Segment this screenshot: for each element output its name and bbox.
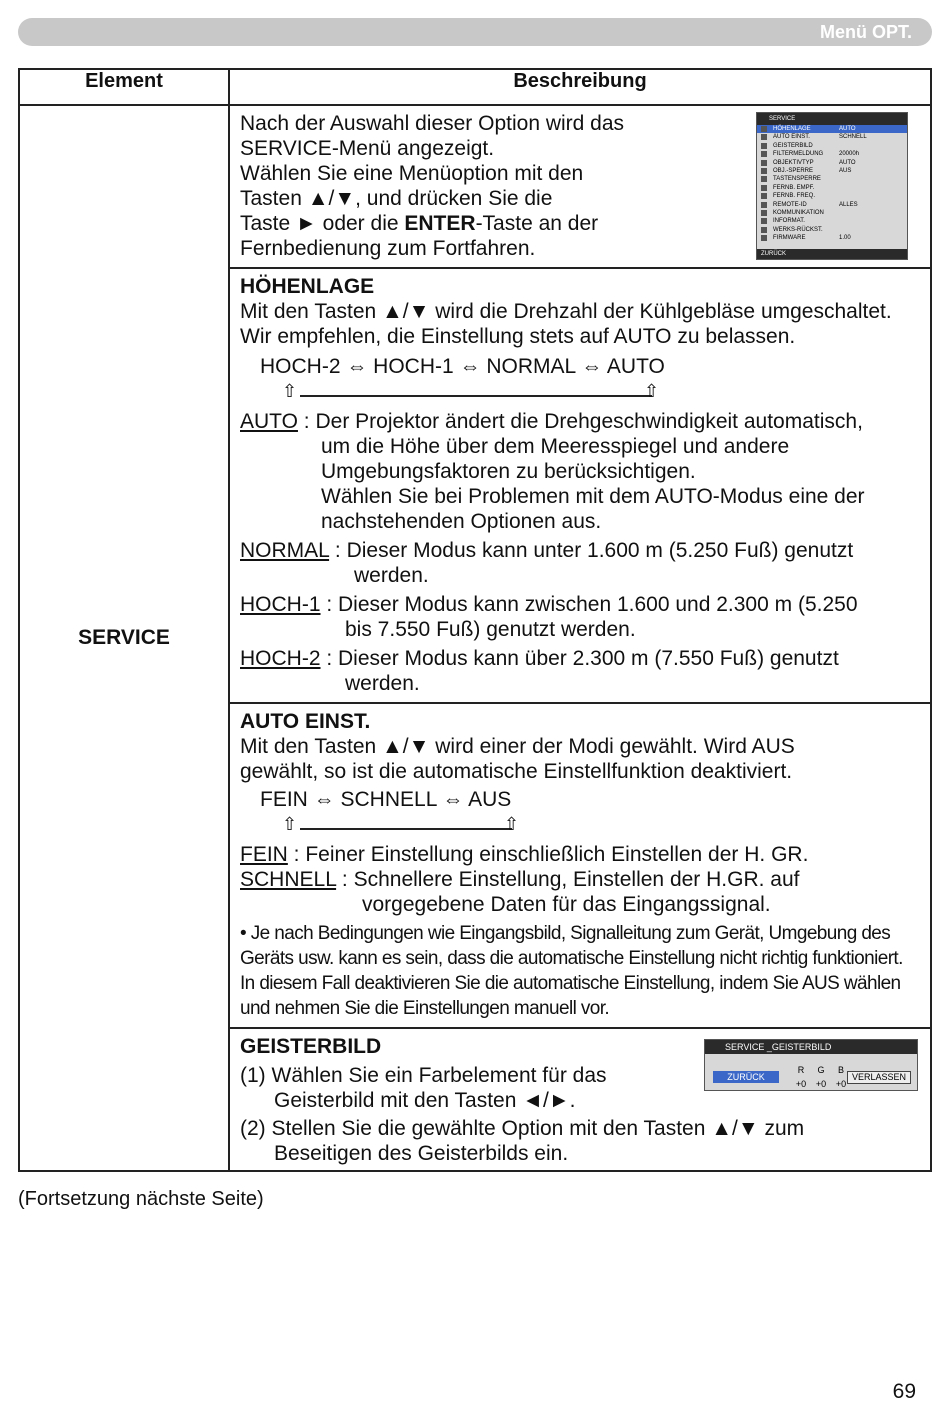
menu-item-value: SCHNELL (839, 134, 867, 141)
enter-key-label: ENTER (404, 212, 476, 235)
service-menu-item (757, 159, 907, 167)
menu-item-label: OBJ.-SPERRE (773, 167, 814, 174)
autoeinst-heading: AUTO EINST. (240, 710, 371, 733)
menu-table (18, 68, 932, 1172)
step-text: Geisterbild mit den Tasten ◄/►. (274, 1089, 576, 1112)
intro-text-part: Taste ► oder die (240, 212, 405, 235)
arrow-up-icon: ⇧ (282, 814, 298, 834)
option-key: HOCH-2 (240, 647, 321, 670)
geisterbild-screenshot (704, 1039, 918, 1091)
option-normal (240, 538, 920, 588)
continued-note: (Fortsetzung nächste Seite) (18, 1188, 264, 1210)
autoeinst-cycle: FEIN ⇔ SCHNELL ⇔ AUS (260, 788, 512, 811)
service-menu-item (757, 217, 907, 225)
menu-item-label: OBJEKTIVTYP (773, 159, 814, 166)
menu-item-value: 20000h (839, 151, 860, 158)
option-text: : Der Projektor ändert die Drehgeschwindigkeit automatisch, (297, 410, 863, 433)
arrow-line (300, 395, 652, 397)
menu-item-label: REMOTE-ID (773, 201, 807, 208)
service-menu-item (757, 125, 907, 133)
option-text: werden. (345, 672, 420, 695)
intro-line: Nach der Auswahl dieser Option wird das (240, 112, 625, 135)
menu-item-value: ALLES (839, 201, 858, 208)
g-label: G (817, 1065, 825, 1075)
hoehenlage-cycle: HOCH-2 ⇔ HOCH-1 ⇔ NORMAL ⇔ AUTO (260, 355, 665, 378)
arrow-up-icon: ⇧ (282, 381, 298, 401)
service-menu-item (757, 234, 907, 242)
option-key: AUTO (240, 410, 298, 433)
g-value: +0 (815, 1079, 827, 1089)
menu-item-icon (761, 218, 767, 224)
menu-item-value: AUS (839, 167, 852, 174)
autoeinst-text: Mit den Tasten ▲/▼ wird einer der Modi gewählt. Wird AUS (240, 735, 795, 758)
menu-item-label: INFORMAT. (773, 218, 805, 225)
service-menu-item (757, 192, 907, 200)
menu-item-label: AUTO EINST. (773, 134, 810, 141)
r-label: R (797, 1065, 805, 1075)
menu-item-label: FERNB. FREQ. (773, 193, 816, 200)
option-text: werden. (354, 564, 429, 587)
cycle-return-arrow (282, 379, 920, 401)
menu-item-value: AUTO (839, 159, 856, 166)
geisterbild-heading: GEISTERBILD (240, 1035, 382, 1058)
step-text: (2) Stellen Sie die gewählte Option mit den Tasten ▲/▼ zum (240, 1117, 805, 1140)
menu-item-icon (761, 210, 767, 216)
header-bar (18, 18, 932, 46)
arrow-up-icon: ⇧ (504, 814, 520, 834)
arrow-line (300, 828, 512, 830)
autoeinst-cell (229, 703, 931, 1028)
menu-item-label: HÖHENLAGE (773, 126, 811, 132)
col-description-header: Beschreibung (229, 69, 931, 105)
page-title: Menü OPT. (819, 22, 912, 42)
element-name: SERVICE (19, 105, 229, 1171)
intro-line: Tasten ▲/▼, und drücken Sie die (240, 187, 553, 210)
option-key: FEIN (240, 843, 288, 866)
option-text: : Dieser Modus kann unter 1.600 m (5.250 Fuß) genutzt (329, 539, 854, 562)
option-hoch1 (240, 592, 920, 642)
option-schnell (240, 867, 920, 917)
option-text: Wählen Sie bei Problemen mit dem AUTO-Modus eine der (321, 485, 865, 508)
option-hoch2 (240, 646, 920, 696)
page-number: 69 (892, 1380, 916, 1403)
back-button: ZURÜCK (713, 1071, 779, 1083)
menu-item-label: GEISTERBILD (773, 142, 813, 149)
menu-item-icon (761, 126, 767, 132)
option-text: bis 7.550 Fuß) genutzt werden. (345, 618, 636, 641)
step-text: (1) Wählen Sie ein Farbelement für das (240, 1064, 607, 1087)
hoehenlage-text: Wir empfehlen, die Einstellung stets auf AUTO zu belassen. (240, 325, 796, 348)
geisterbild-dialog-title: SERVICE _GEISTERBILD (705, 1040, 917, 1054)
option-text: Umgebungsfaktoren zu berücksichtigen. (321, 460, 696, 483)
menu-item-label: KOMMUNIKATION (773, 209, 824, 216)
intro-text-part: -Taste an der (475, 212, 599, 235)
option-text: nachstehenden Optionen aus. (321, 510, 602, 533)
service-menu-footer: ZURÜCK (757, 249, 907, 259)
option-text: vorgegebene Daten für das Eingangssignal. (362, 893, 771, 916)
hoehenlage-cell (229, 268, 931, 703)
intro-line: SERVICE-Menü angezeigt. (240, 137, 495, 160)
cycle-return-arrow (282, 812, 920, 834)
service-menu-screenshot (756, 112, 908, 260)
option-text: : Schnellere Einstellung, Einstellen der H.GR. auf (336, 868, 800, 891)
option-text: : Dieser Modus kann über 2.300 m (7.550 Fuß) genutzt (320, 647, 839, 670)
rgb-values (791, 1072, 851, 1097)
menu-item-icon (761, 151, 767, 157)
autoeinst-text: gewählt, so ist die automatische Einstellfunktion deaktiviert. (240, 760, 793, 783)
menu-item-icon (761, 227, 767, 233)
menu-item-icon (761, 143, 767, 149)
option-key: NORMAL (240, 539, 330, 562)
menu-item-icon (761, 160, 767, 166)
col-element-header: Element (19, 69, 229, 105)
menu-item-label: WERKS-RÜCKST. (773, 226, 823, 233)
service-menu-title: SERVICE (757, 113, 907, 125)
intro-line: Wählen Sie eine Menüoption mit den (240, 162, 584, 185)
service-menu-item (757, 184, 907, 192)
menu-item-value: 1.00 (839, 235, 851, 242)
autoeinst-note: • Je nach Bedingungen wie Eingangsbild, Signalleitung zum Gerät, Umgebung des Geräts usw. kann es sein, dass die automatische Einstellung nicht richtig funktioniert. In diesem Fall deaktivieren Sie die automatische Einstellung, indem Sie AUS wählen und nehmen Sie die Einstellungen manuell vor. (240, 923, 903, 1019)
service-menu-list (757, 125, 907, 242)
r-value: +0 (795, 1079, 807, 1089)
option-key: SCHNELL (240, 868, 337, 891)
menu-item-label: FERNB. EMPF. (773, 184, 815, 191)
menu-item-value: AUTO (839, 126, 856, 132)
menu-item-icon (761, 168, 767, 174)
option-text: : Dieser Modus kann zwischen 1.600 und 2.300 m (5.250 (320, 593, 858, 616)
service-menu-item (757, 150, 907, 158)
option-auto (240, 409, 920, 534)
option-text: : Feiner Einstellung einschließlich Einstellen der H. GR. (287, 843, 809, 866)
arrow-up-icon: ⇧ (644, 381, 660, 401)
menu-item-icon (761, 193, 767, 199)
service-menu-item (757, 226, 907, 234)
b-value: +0 (835, 1079, 847, 1089)
step-text: Beseitigen des Geisterbilds ein. (274, 1142, 569, 1165)
menu-item-icon (761, 202, 767, 208)
option-key: HOCH-1 (240, 593, 321, 616)
table-header-row (19, 69, 931, 105)
service-menu-item (757, 201, 907, 209)
b-label: B (837, 1065, 844, 1075)
menu-item-icon (761, 134, 767, 140)
option-text: um die Höhe über dem Meeresspiegel und andere (321, 435, 790, 458)
service-menu-item (757, 175, 907, 183)
hoehenlage-text: Mit den Tasten ▲/▼ wird die Drehzahl der Kühlgebläse umgeschaltet. (240, 300, 892, 323)
service-menu-item (757, 133, 907, 141)
geisterbild-cell (229, 1028, 931, 1171)
menu-item-label: FILTERMELDUNG (773, 151, 824, 158)
menu-item-icon (761, 176, 767, 182)
hoehenlage-heading: HÖHENLAGE (240, 275, 375, 298)
option-fein (240, 842, 920, 867)
menu-item-label: FIRMWARE (773, 235, 806, 242)
exit-button: VERLASSEN (847, 1071, 911, 1084)
menu-item-icon (761, 235, 767, 241)
menu-item-label: TASTENSPERRE (773, 176, 821, 183)
service-menu-item (757, 167, 907, 175)
service-menu-item (757, 209, 907, 217)
table-row (19, 105, 931, 268)
menu-item-icon (761, 185, 767, 191)
intro-cell (229, 105, 931, 268)
service-menu-item (757, 142, 907, 150)
intro-line: Fernbedienung zum Fortfahren. (240, 237, 536, 260)
